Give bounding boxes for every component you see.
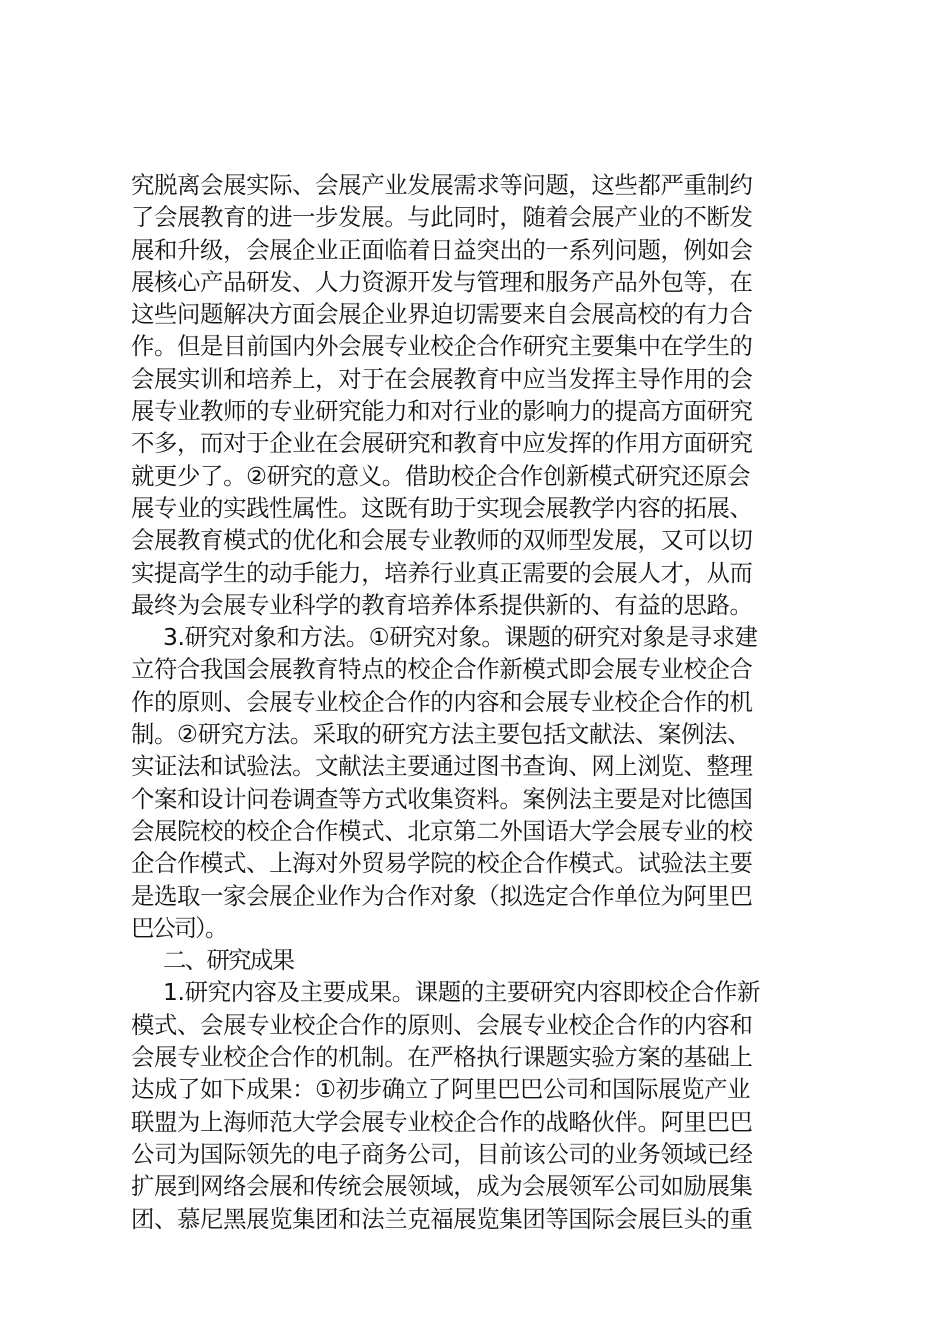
text-line: 扩展到网络会展和传统会展领域，成为会展领军公司如励展集 [131,1172,753,1201]
text-line: 二、研究成果 [163,946,294,975]
text-line: 制。②研究方法。采取的研究方法主要包括文献法、案例法、 [131,720,751,749]
text-line: 是选取一家会展企业作为合作对象（拟选定合作单位为阿里巴 [131,881,753,910]
text-line: 1.研究内容及主要成果。课题的主要研究内容即校企合作新 [163,978,761,1007]
text-line: 团、慕尼黑展览集团和法兰克福展览集团等国际会展巨头的重 [131,1204,753,1233]
text-line: 实证法和试验法。文献法主要通过图书查询、网上浏览、整理 [131,752,753,781]
text-line: 会展教育模式的优化和会展专业教师的双师型发展，又可以切 [131,526,753,555]
text-line: 达成了如下成果：①初步确立了阿里巴巴公司和国际展览产业 [131,1075,751,1104]
text-line: 巴公司）。 [131,913,227,942]
text-line: 最终为会展专业科学的教育培养体系提供新的、有益的思路。 [131,590,753,619]
body-text [131,169,831,1235]
text-line: 展专业教师的专业研究能力和对行业的影响力的提高方面研究 [131,397,753,426]
text-line: 公司为国际领先的电子商务公司，目前该公司的业务领域已经 [131,1139,753,1168]
text-line: 究脱离会展实际、会展产业发展需求等问题，这些都严重制约 [131,171,753,199]
text-line: 了会展教育的进一步发展。与此同时，随着会展产业的不断发 [131,203,753,232]
text-line: 企合作模式、上海对外贸易学院的校企合作模式。试验法主要 [131,849,753,878]
text-line: 就更少了。②研究的意义。借助校企合作创新模式研究还原会 [131,461,751,490]
text-line: 立符合我国会展教育特点的校企合作新模式即会展专业校企合 [131,655,753,684]
text-line: 这些问题解决方面会展企业界迫切需要来自会展高校的有力合 [131,300,753,329]
text-line: 展专业的实践性属性。这既有助于实现会展教学内容的拓展、 [131,493,753,522]
text-line: 会展实训和培养上，对于在会展教育中应当发挥主导作用的会 [131,364,753,393]
text-line: 展和升级，会展企业正面临着日益突出的一系列问题，例如会 [131,235,753,264]
text-line: 展核心产品研发、人力资源开发与管理和服务产品外包等，在 [131,267,753,296]
text-line: 作的原则、会展专业校企合作的内容和会展专业校企合作的机 [131,687,753,716]
text-line: 会展专业校企合作的机制。在严格执行课题实验方案的基础上 [131,1043,753,1072]
text-line: 实提高学生的动手能力，培养行业真正需要的会展人才，从而 [131,558,753,587]
text-line: 会展院校的校企合作模式、北京第二外国语大学会展专业的校 [131,816,753,845]
text-line: 模式、会展专业校企合作的原则、会展专业校企合作的内容和 [131,1010,753,1039]
text-line: 3.研究对象和方法。①研究对象。课题的研究对象是寻求建 [163,623,758,652]
text-line: 联盟为上海师范大学会展专业校企合作的战略伙伴。阿里巴巴 [131,1107,753,1136]
text-line: 不多，而对于企业在会展研究和教育中应发挥的作用方面研究 [131,429,753,458]
text-line: 作。但是目前国内外会展专业校企合作研究主要集中在学生的 [131,332,753,361]
text-line: 个案和设计问卷调查等方式收集资料。案例法主要是对比德国 [131,784,753,813]
